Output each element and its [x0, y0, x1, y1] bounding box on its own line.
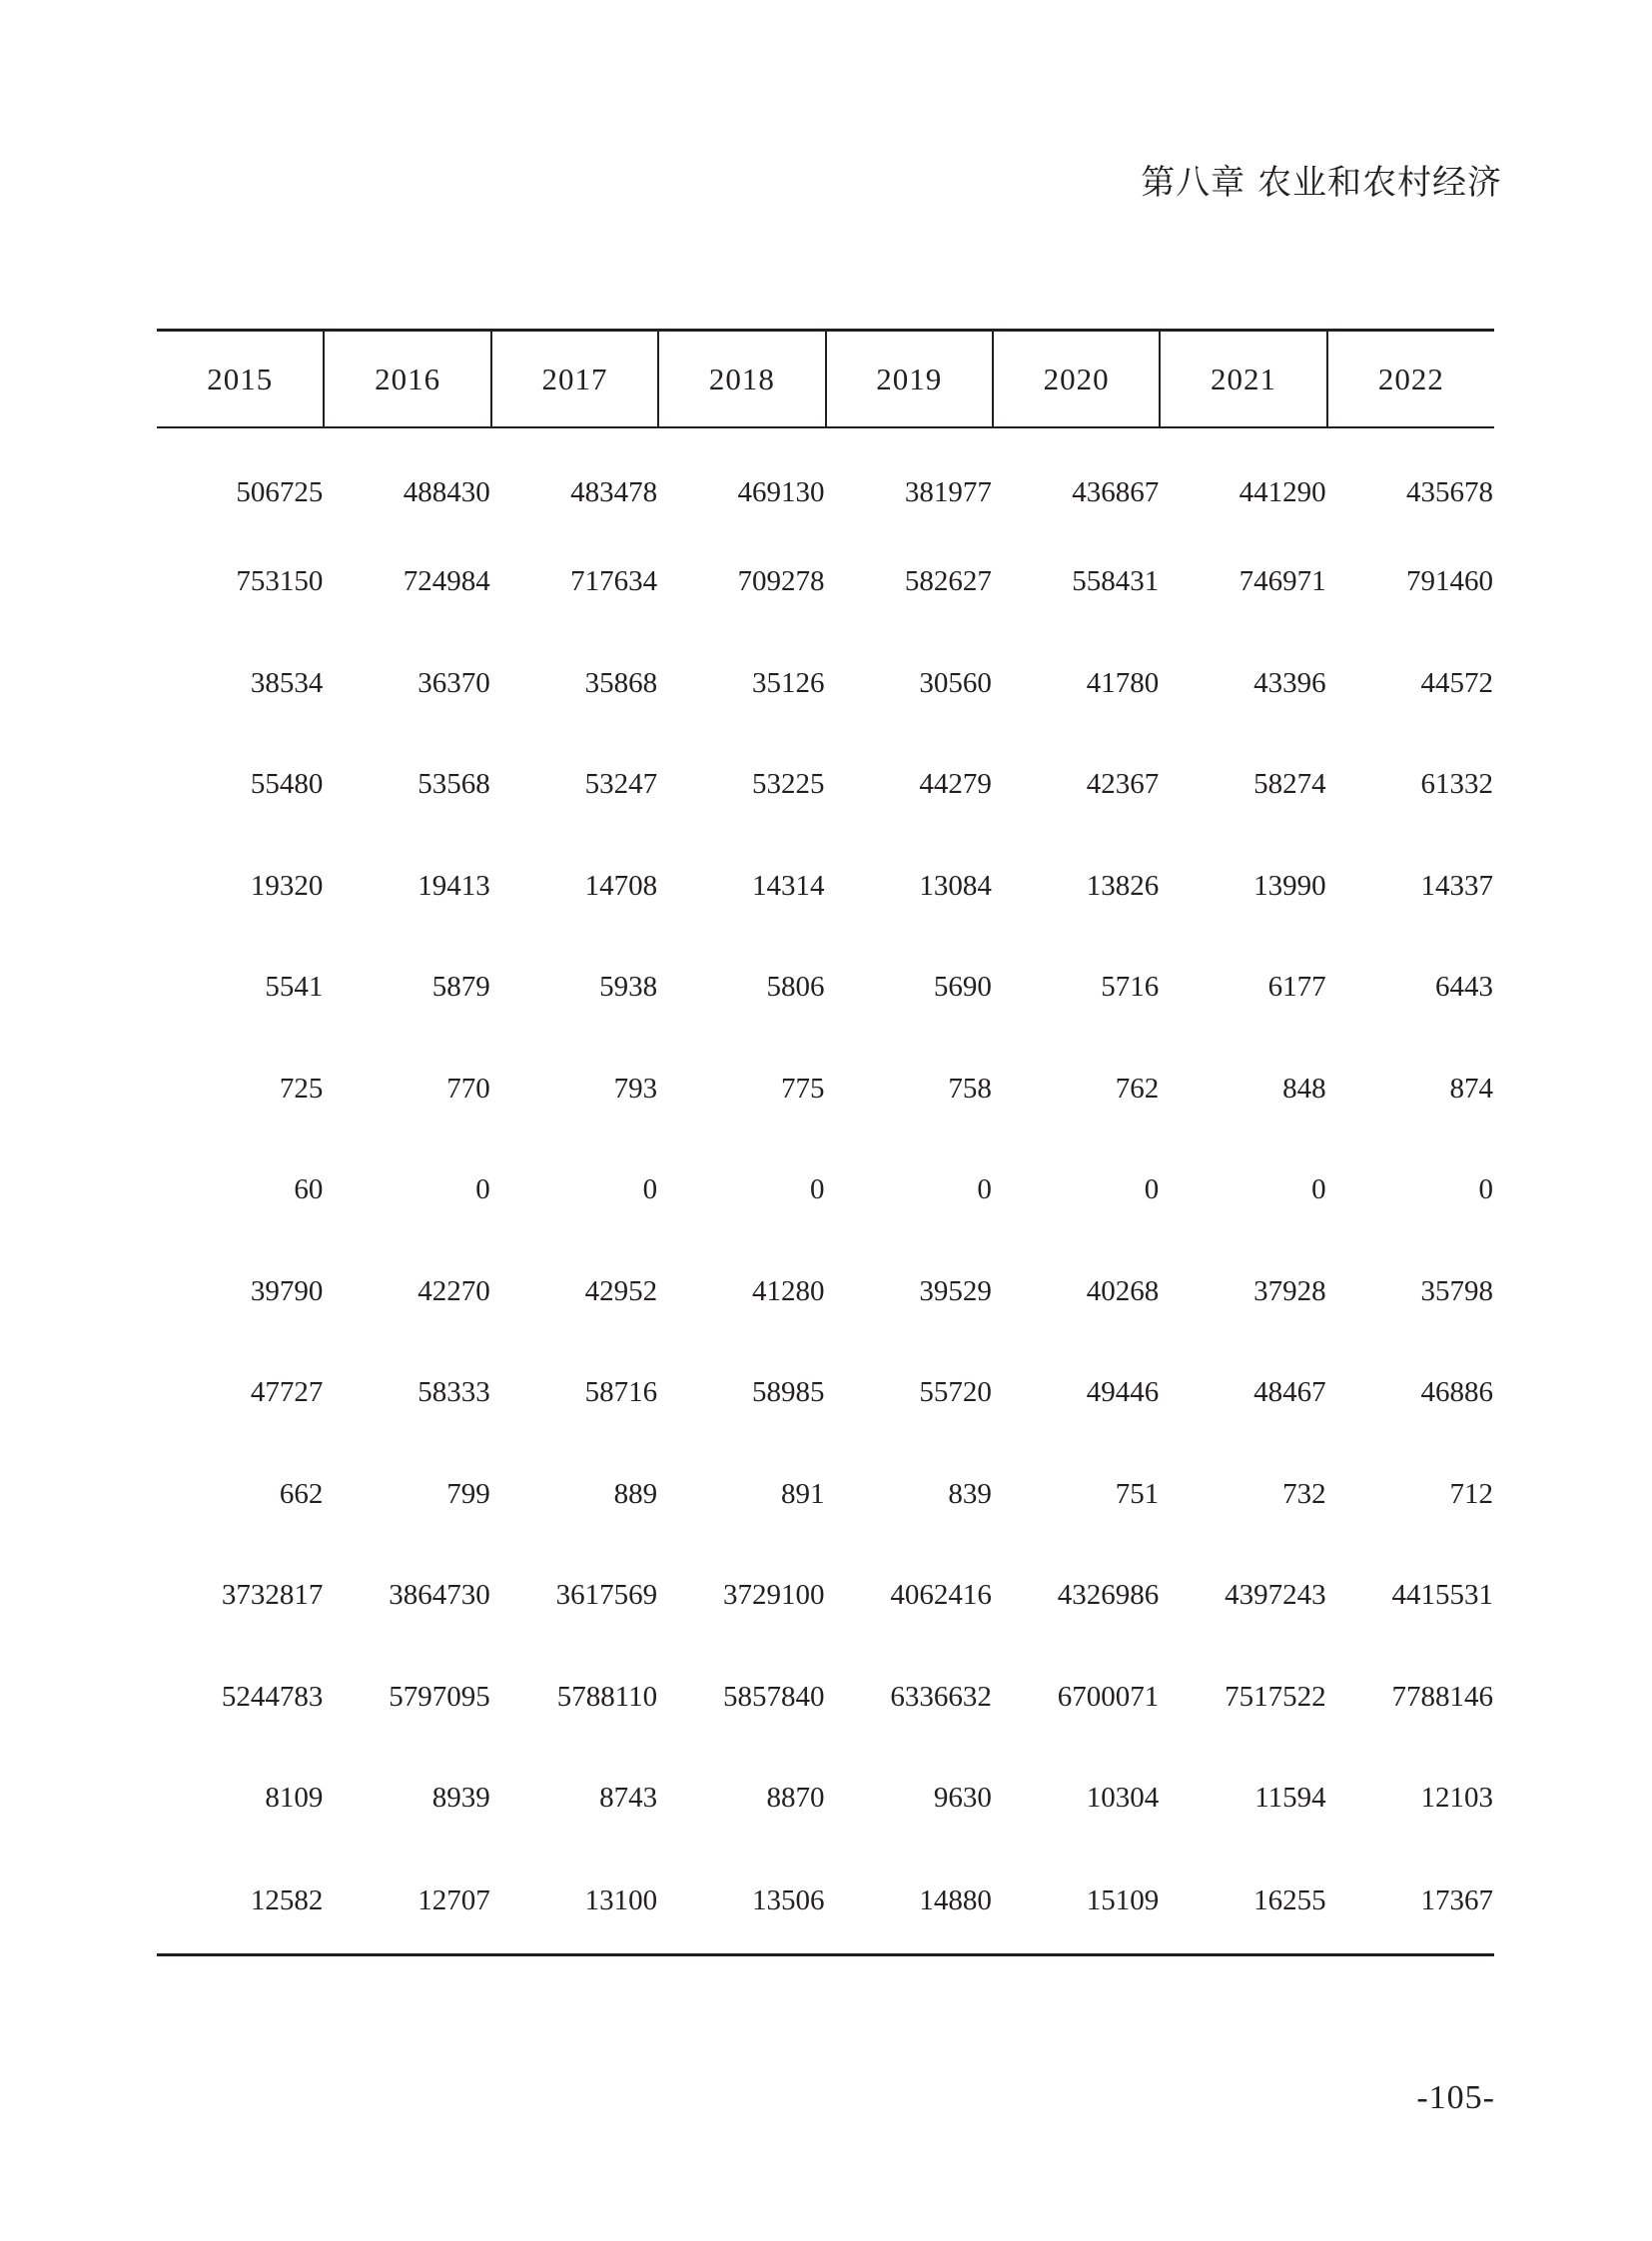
table-cell: 436867	[1072, 476, 1160, 508]
table-cell: 42367	[1086, 768, 1160, 801]
table-cell: 435678	[1406, 476, 1493, 508]
table-cell: 4415531	[1391, 1579, 1493, 1612]
table-cell: 5797095	[389, 1680, 490, 1713]
table-cell: 5244783	[221, 1680, 324, 1713]
table-cell: 10304	[1086, 1782, 1160, 1815]
table-cell: 558431	[1072, 565, 1160, 598]
table-cell: 30560	[919, 666, 992, 699]
table-cell: 41280	[752, 1274, 825, 1307]
table-cell: 46886	[1420, 1376, 1493, 1409]
table-cell: 49446	[1086, 1376, 1160, 1409]
table-cell: 58716	[584, 1376, 658, 1409]
table-cell: 725	[279, 1072, 324, 1105]
table-cell: 60	[294, 1173, 324, 1206]
table-cell: 13084	[919, 869, 992, 902]
table-cell: 5806	[766, 971, 825, 1004]
table-cell: 5879	[431, 971, 490, 1004]
chapter-title: 第八章 农业和农村经济	[1141, 163, 1502, 203]
table-cell: 891	[781, 1477, 825, 1510]
table-cell: 770	[446, 1072, 490, 1105]
table-cell: 3732817	[221, 1579, 324, 1612]
table-cell: 17367	[1420, 1884, 1493, 1916]
table-cell: 12707	[417, 1884, 490, 1916]
table-cell: 58274	[1253, 768, 1326, 801]
table-cell: 14708	[584, 869, 658, 902]
table-cell: 3864730	[389, 1579, 490, 1612]
table-cell: 3729100	[723, 1579, 825, 1612]
table-cell: 11594	[1254, 1782, 1326, 1815]
table-cell: 775	[781, 1072, 825, 1105]
table-cell: 4062416	[890, 1579, 992, 1612]
table-cell: 6443	[1435, 971, 1493, 1004]
table-cell: 758	[948, 1072, 992, 1105]
table-cell: 7788146	[1391, 1680, 1493, 1713]
statistics-table	[157, 329, 1494, 1953]
table-cell: 4397243	[1225, 1579, 1326, 1612]
table-cell: 751	[1115, 1477, 1160, 1510]
table-cell: 47727	[250, 1376, 324, 1409]
table-cell: 0	[810, 1173, 825, 1206]
table-row	[157, 633, 1494, 735]
table-cell: 19413	[417, 869, 490, 902]
column-header: 2016	[324, 331, 490, 428]
table-cell: 839	[948, 1477, 992, 1510]
table-cell: 791460	[1406, 565, 1493, 598]
table-cell: 53225	[752, 768, 825, 801]
table-cell: 9630	[933, 1782, 992, 1815]
table-cell: 44279	[919, 768, 992, 801]
table-cell: 39529	[919, 1274, 992, 1307]
table-row	[157, 1039, 1494, 1140]
table-cell: 58985	[752, 1376, 825, 1409]
table-cell: 746971	[1239, 565, 1326, 598]
table-cell: 6336632	[890, 1680, 992, 1713]
table-cell: 5938	[599, 971, 658, 1004]
table-cell: 14337	[1420, 869, 1493, 902]
table-row	[157, 1748, 1494, 1850]
table-cell: 8939	[431, 1782, 490, 1815]
table-cell: 55720	[919, 1376, 992, 1409]
table-cell: 35126	[752, 666, 825, 699]
table-cell: 483478	[570, 476, 658, 508]
column-header: 2017	[491, 331, 658, 428]
table-cell: 55480	[250, 768, 324, 801]
table-cell: 0	[977, 1173, 992, 1206]
table-cell: 12103	[1420, 1782, 1493, 1815]
table-cell: 6700071	[1057, 1680, 1160, 1713]
table-row	[157, 1342, 1494, 1444]
table-cell: 48467	[1253, 1376, 1326, 1409]
table-cell: 39790	[250, 1274, 324, 1307]
table-cell: 15109	[1086, 1884, 1160, 1916]
table-row	[157, 734, 1494, 836]
table-cell: 889	[613, 1477, 658, 1510]
table-row	[157, 1241, 1494, 1343]
table-cell: 35868	[584, 666, 658, 699]
table-cell: 762	[1115, 1072, 1160, 1105]
table-cell: 14314	[752, 869, 825, 902]
column-header: 2018	[658, 331, 825, 428]
table-cell: 6177	[1267, 971, 1326, 1004]
table-cell: 44572	[1420, 666, 1493, 699]
table-cell: 53568	[417, 768, 490, 801]
table-cell: 37928	[1253, 1274, 1326, 1307]
column-header: 2015	[157, 331, 324, 428]
page-number: -105-	[1416, 2079, 1495, 2116]
table-cell: 506725	[236, 476, 324, 508]
table-cell: 874	[1449, 1072, 1493, 1105]
table-cell: 662	[279, 1477, 324, 1510]
table-cell: 8109	[265, 1782, 324, 1815]
table-cell: 61332	[1420, 768, 1493, 801]
table-cell: 753150	[236, 565, 324, 598]
table-cell: 41780	[1086, 666, 1160, 699]
table-cell: 42270	[417, 1274, 490, 1307]
table-cell: 3617569	[555, 1579, 658, 1612]
table-cell: 712	[1449, 1477, 1493, 1510]
column-header: 2020	[993, 331, 1160, 428]
table-row	[157, 836, 1494, 938]
table-cell: 0	[1144, 1173, 1160, 1206]
table-cell: 4326986	[1057, 1579, 1160, 1612]
table-row	[157, 1444, 1494, 1546]
table-cell: 717634	[570, 565, 658, 598]
table-cell: 53247	[584, 768, 658, 801]
column-header: 2021	[1160, 331, 1326, 428]
table-cell: 488430	[403, 476, 490, 508]
data-table-container	[157, 329, 1494, 1956]
table-row	[157, 937, 1494, 1039]
table-cell: 441290	[1239, 476, 1326, 508]
table-row	[157, 1545, 1494, 1647]
table-cell: 43396	[1253, 666, 1326, 699]
table-cell: 793	[613, 1072, 658, 1105]
table-cell: 13990	[1253, 869, 1326, 902]
table-cell: 582627	[904, 565, 992, 598]
column-header: 2022	[1327, 331, 1494, 428]
table-cell: 381977	[904, 476, 992, 508]
table-cell: 5857840	[723, 1680, 825, 1713]
header-row	[157, 331, 1494, 428]
table-cell: 0	[475, 1173, 490, 1206]
table-cell: 732	[1282, 1477, 1326, 1510]
table-row	[157, 531, 1494, 633]
column-header: 2019	[826, 331, 993, 428]
table-cell: 38534	[250, 666, 324, 699]
table-cell: 12582	[250, 1884, 324, 1916]
table-cell: 19320	[250, 869, 324, 902]
table-cell: 13826	[1086, 869, 1160, 902]
table-row	[157, 1647, 1494, 1749]
table-cell: 8743	[599, 1782, 658, 1815]
table-cell: 42952	[584, 1274, 658, 1307]
table-row	[157, 427, 1494, 531]
table-cell: 0	[1311, 1173, 1326, 1206]
table-cell: 14880	[919, 1884, 992, 1916]
table-cell: 799	[446, 1477, 490, 1510]
table-cell: 13100	[584, 1884, 658, 1916]
table-row	[157, 1850, 1494, 1953]
table-cell: 848	[1282, 1072, 1326, 1105]
table-cell: 40268	[1086, 1274, 1160, 1307]
table-cell: 16255	[1253, 1884, 1326, 1916]
table-cell: 58333	[417, 1376, 490, 1409]
table-bottom-rule	[157, 1953, 1494, 1956]
table-cell: 5541	[265, 971, 324, 1004]
table-cell: 13506	[752, 1884, 825, 1916]
table-row	[157, 1139, 1494, 1241]
table-cell: 5788110	[556, 1680, 658, 1713]
table-cell: 7517522	[1225, 1680, 1326, 1713]
table-cell: 0	[642, 1173, 658, 1206]
table-cell: 36370	[417, 666, 490, 699]
table-cell: 0	[1478, 1173, 1493, 1206]
table-cell: 8870	[766, 1782, 825, 1815]
table-cell: 35798	[1420, 1274, 1493, 1307]
table-cell: 469130	[737, 476, 825, 508]
table-body	[157, 427, 1494, 1953]
table-cell: 5690	[933, 971, 992, 1004]
table-cell: 709278	[737, 565, 825, 598]
table-cell: 724984	[403, 565, 490, 598]
table-cell: 5716	[1101, 971, 1160, 1004]
